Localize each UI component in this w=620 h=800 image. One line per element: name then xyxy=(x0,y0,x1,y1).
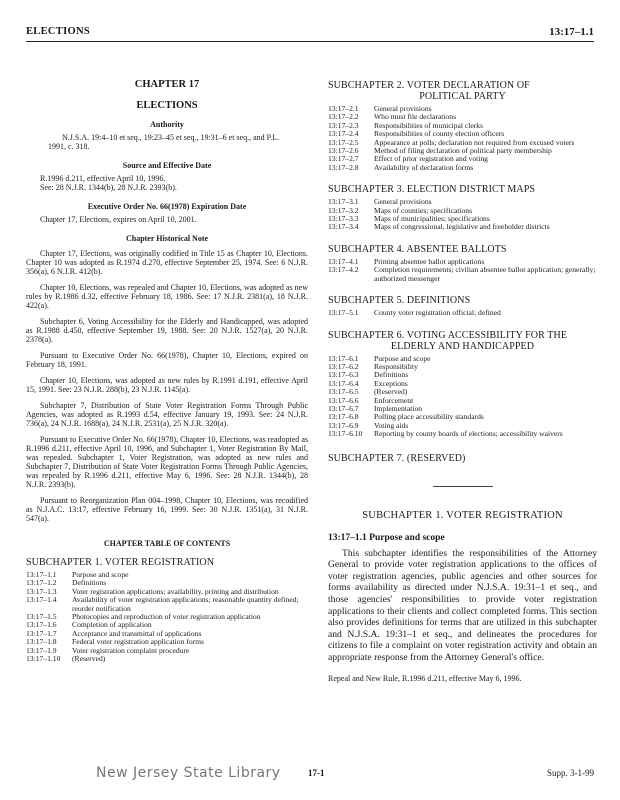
toc-row[interactable]: 13:17–3.3 Maps of municipalities; specifications xyxy=(328,214,490,224)
source-text-1: R.1996 d.211, effective April 10, 1996. xyxy=(40,174,166,183)
toc-row[interactable]: 13:17–2.1 General provisions xyxy=(328,104,432,113)
toc-subchapter-1-title: SUBCHAPTER 1. VOTER REGISTRATION xyxy=(26,557,215,568)
toc-row[interactable]: 13:17–1.6 Completion of application xyxy=(26,620,152,630)
toc-row[interactable]: 13:17–6.7 Implementation xyxy=(328,403,423,413)
section-heading: 13:17–1.1 Purpose and scope xyxy=(328,532,445,543)
toc-row[interactable]: 13:17–1.9 Voter registration complaint procedure xyxy=(26,645,190,655)
page-footer xyxy=(26,765,594,788)
toc-row[interactable]: 13:17–1.10 (Reserved) xyxy=(26,654,106,664)
toc-row[interactable]: 13:17–2.4 Responsibilities of county election officers xyxy=(328,129,505,139)
toc-row[interactable]: 13:17–2.3 Responsibilities of municipal clerks xyxy=(328,120,484,130)
toc-subchapter-3-title: SUBCHAPTER 3. ELECTION DISTRICT MAPS xyxy=(328,184,536,196)
exec-order-text: Chapter 17, Elections, expires on April 10, 2001. xyxy=(40,215,197,224)
toc-row[interactable]: 13:17–2.6 Method of filing declaration of political party membership xyxy=(328,146,552,156)
toc-row[interactable]: 13:17–1.3 Voter registration applications; availability, printing and distribution xyxy=(26,586,279,596)
toc-row[interactable]: 13:17–1.7 Acceptance and transmittal of applications xyxy=(26,628,202,638)
toc-subchapter-6 xyxy=(328,355,597,439)
section-divider xyxy=(433,486,493,487)
toc-row[interactable]: 13:17–6.10 Reporting by county boards of elections; accessibility waivers xyxy=(328,429,563,439)
historical-paragraph: Subchapter 6, Voting Accessibility for the Elderly and Handicapped, was adopted as R.1988 d.450, effective September 19, 1988. See: 20 N.J.R. 1527(a), 20 N.J.R. 2378(a). xyxy=(26,317,308,344)
chapter-title: ELECTIONS xyxy=(136,100,198,111)
toc-row[interactable]: 13:17–1.4 Availability of voter registration applications; reasonable quantity defined; reorder notification xyxy=(26,595,299,613)
toc-row[interactable]: 13:17–6.4 Exceptions xyxy=(328,378,408,388)
toc-row[interactable]: 13:17–1.2 Definitions xyxy=(26,578,107,588)
toc-row[interactable]: 13:17–6.8 Polling place accessibility standards xyxy=(328,412,484,422)
historical-paragraph: Subchapter 7, Distribution of State Voter Registration Forms Through Public Agencies, was adopted as R.1993 d.54, effective January 19, 1993. See: 24 N.J.R. 736(a), 24 N.J.R. 1688(a), 24 N.J.R. 2531(a), 25 N.J.R. 320(a). xyxy=(26,401,308,428)
toc-subchapter-2-title: SUBCHAPTER 2. VOTER DECLARATION OF POLITICAL PARTY xyxy=(328,80,530,102)
toc-row[interactable]: 13:17–4.2 Completion requirements; civilian absentee ballot application; generally; authorized messenger xyxy=(328,265,596,283)
toc-subchapter-5 xyxy=(328,309,597,317)
running-header xyxy=(26,26,594,42)
historical-paragraph: Chapter 10, Elections, was adopted as new rules by R.1991 d.191, effective April 15, 1991. See: 23 N.J.R. 288(b), 23 N.J.R. 1145(a). xyxy=(26,376,308,394)
toc-row[interactable]: 13:17–3.2 Maps of counties; specifications xyxy=(328,205,473,215)
toc-row[interactable]: 13:17–1.5 Photocopies and reproduction of voter registration application xyxy=(26,612,261,622)
historical-paragraph: Pursuant to Executive Order No. 66(1978), Chapter 10, Elections, was readopted as R.1996 d.211, effective April 10, 1996, and Subchapter 1, Voter Registration By Mail, was repealed. Subchapter 1, Voter Registration, was adopted as new rules and Subchapter 7, Distribution of State Voter Registration Forms Through Public Agencies, was repealed by R.1996 d.211, effective May 6, 1996. See: 28 N.J.R. 1344(b), 28 N.J.R. 2393(b). xyxy=(26,435,308,489)
historical-paragraph: Pursuant to Reorganization Plan 004–1998, Chapter 10, Elections, was recodified as N.J.A.C. 13:17, effective February 16, 1999. See: 30 N.J.R. 1351(a), 31 N.J.R. 547(a). xyxy=(26,496,308,523)
chapter-number: CHAPTER 17 xyxy=(134,79,200,90)
header-chapter-name: ELECTIONS xyxy=(26,26,90,37)
toc-row[interactable]: 13:17–6.9 Voting aids xyxy=(328,420,409,430)
historical-paragraph: Chapter 10, Elections, was repealed and Chapter 10, Elections, was adopted as new rules by R.1986 d.32, effective February 18, 1986. See: 17 N.J.R. 2381(a), 18 N.J.R. 422(a). xyxy=(26,283,308,310)
historical-note-heading: Chapter Historical Note xyxy=(125,234,209,243)
toc-row[interactable]: 13:17–3.4 Maps of congressional, legislative and freeholder districts xyxy=(328,222,550,232)
section-history-note: Repeal and New Rule, R.1996 d.211, effective May 6, 1996. xyxy=(328,673,522,683)
authority-heading: Authority xyxy=(150,120,184,129)
toc-heading: CHAPTER TABLE OF CONTENTS xyxy=(103,539,231,548)
toc-row[interactable]: 13:17–5.1 County voter registration official; defined xyxy=(328,308,501,318)
section-body: This subchapter identifies the responsibilities of the Attorney General to provide voter registration applications to the offices of voter registration agencies, public agencies and other sources for forms availability as directed under N.J.S.A. 19:31–1 et seq., and those agencies' responsibilities to provide voter registration applications to their clients and collect completed forms. This section also provides definitions for terms that are utilized in this subchapter and N.J.S.A. 19:31–1 et seq., and delineates the procedures for citizens to file a complaint on voter registration activity and obtain an appropriate response from the Attorney General's office. xyxy=(328,547,597,663)
toc-subchapter-4-title: SUBCHAPTER 4. ABSENTEE BALLOTS xyxy=(328,243,507,255)
historical-paragraph: Chapter 17, Elections, was originally codified in Title 15 as Chapter 10, Elections. Chapter 10 was adopted as R.1974 d.270, effective September 25, 1974. See: 6 N.J.R. 356(a), 6 N.J.R. 412(b). xyxy=(26,249,308,276)
right-column xyxy=(328,52,597,683)
toc-row[interactable]: 13:17–1.8 Federal voter registration application forms xyxy=(26,637,205,647)
toc-subchapter-4 xyxy=(328,258,597,283)
source-text-2: See: 28 N.J.R. 1344(b), 28 N.J.R. 2393(b). xyxy=(40,183,177,192)
source-heading: Source and Effective Date xyxy=(122,161,212,170)
page-number: 17-1 xyxy=(308,768,325,778)
toc-row[interactable]: 13:17–6.6 Enforcement xyxy=(328,395,414,405)
library-stamp: New Jersey State Library xyxy=(96,765,281,781)
header-rule xyxy=(26,41,594,42)
toc-row[interactable]: 13:17–6.1 Purpose and scope xyxy=(328,353,431,363)
subchapter-1-heading: SUBCHAPTER 1. VOTER REGISTRATION xyxy=(362,509,563,521)
toc-row[interactable]: 13:17–4.1 Printing absentee ballot applications xyxy=(328,256,485,266)
toc-row[interactable]: 13:17–6.5 (Reserved) xyxy=(328,387,408,397)
supplement-date: Supp. 3-1-99 xyxy=(547,768,594,778)
authority-text: N.J.S.A. 19:4–10 et seq., 19:23–45 et seq., 19:31–6 et seq., and P.L. 1991, c. 318. xyxy=(48,133,280,151)
toc-subchapter-6-title: SUBCHAPTER 6. VOTING ACCESSIBILITY FOR THE ELDERLY AND HANDICAPPED xyxy=(328,329,568,352)
toc-subchapter-2 xyxy=(328,105,597,172)
toc-row[interactable]: 13:17–3.1 General provisions xyxy=(328,197,432,207)
toc-row[interactable]: 13:17–6.2 Responsibility xyxy=(328,361,418,371)
toc-row[interactable]: 13:17–1.1 Purpose and scope xyxy=(26,570,129,579)
historical-note xyxy=(26,249,308,523)
toc-row[interactable]: 13:17–2.5 Appearance at polls; declaration not required from excused voters xyxy=(328,137,575,147)
toc-row[interactable]: 13:17–2.2 Who must file declarations xyxy=(328,112,457,122)
left-column xyxy=(26,52,308,663)
toc-subchapter-7-title: SUBCHAPTER 7. (RESERVED) xyxy=(328,452,466,464)
historical-paragraph: Pursuant to Executive Order No. 66(1978), Chapter 10, Elections, expired on February 18, 1991. xyxy=(26,351,308,369)
toc-row[interactable]: 13:17–6.3 Definitions xyxy=(328,370,409,380)
exec-order-heading: Executive Order No. 66(1978) Expiration Date xyxy=(87,202,247,211)
toc-subchapter-5-title: SUBCHAPTER 5. DEFINITIONS xyxy=(328,295,471,307)
header-section-number: 13:17–1.1 xyxy=(549,26,594,38)
toc-subchapter-1 xyxy=(26,571,308,663)
toc-subchapter-3 xyxy=(328,198,597,232)
toc-row[interactable]: 13:17–2.7 Effect of prior registration and voting xyxy=(328,154,488,164)
toc-row[interactable]: 13:17–2.8 Availability of declaration forms xyxy=(328,162,474,172)
